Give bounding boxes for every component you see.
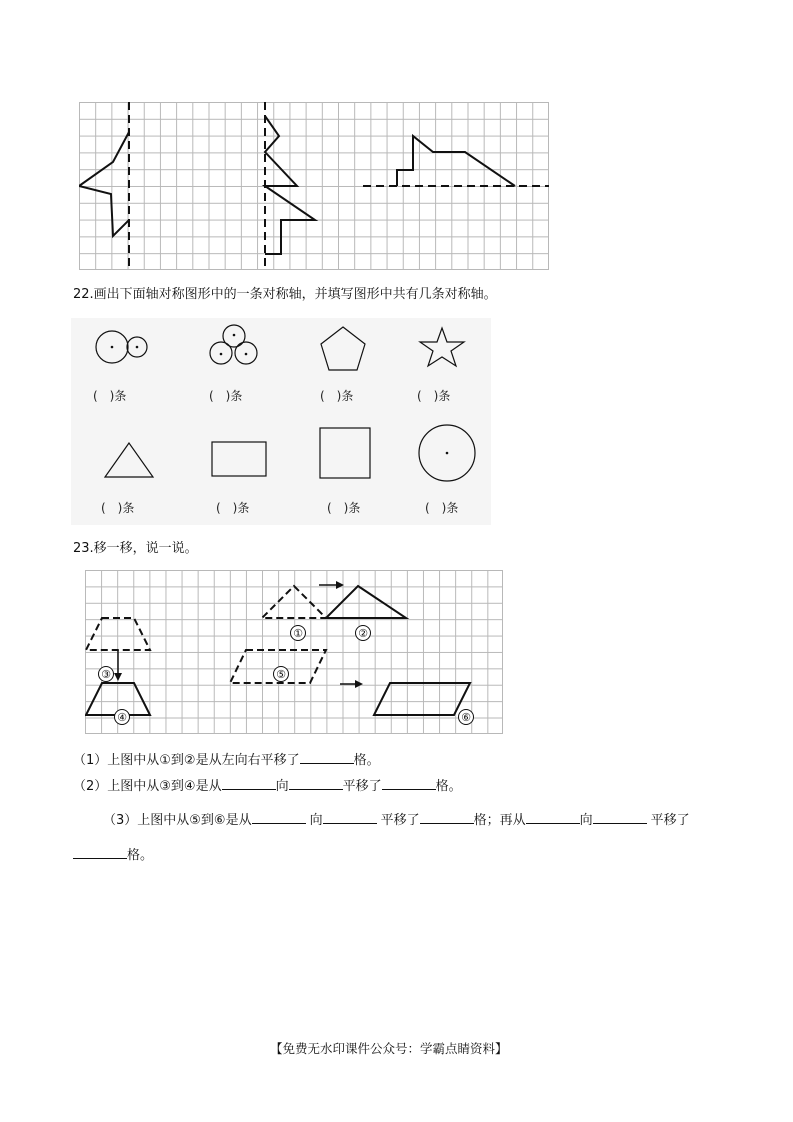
pentagon bbox=[321, 327, 365, 370]
q23-line-3-text: （3）上图中从⑤到⑥是从 bbox=[103, 813, 252, 828]
q23-line-3-dir2: 向 bbox=[579, 813, 593, 828]
q23-line-1 bbox=[73, 751, 380, 769]
blank-8[interactable] bbox=[526, 811, 580, 824]
parallelogram-6 bbox=[374, 683, 470, 715]
blank-10[interactable] bbox=[73, 846, 127, 859]
q23-line-3-dir: 向 bbox=[309, 813, 323, 828]
square bbox=[320, 428, 370, 478]
symmetry-figures bbox=[79, 102, 549, 270]
rectangle bbox=[212, 442, 266, 476]
half-boat-shape bbox=[397, 136, 515, 186]
marker-1: ① bbox=[293, 627, 303, 640]
marker-3: ③ bbox=[101, 668, 111, 681]
q22-answer-5[interactable]: ( )条 bbox=[101, 501, 135, 515]
blank-2[interactable] bbox=[222, 777, 276, 790]
marker-4: ④ bbox=[117, 711, 127, 724]
q23-line-1-text: （1）上图中从①到②是从左向右平移了 bbox=[73, 753, 300, 768]
q22-answer-6[interactable]: ( )条 bbox=[216, 501, 250, 515]
q22-answer-7[interactable]: ( )条 bbox=[327, 501, 361, 515]
q22-shapes bbox=[71, 318, 491, 525]
q23-line-3-again: 格；再从 bbox=[473, 813, 526, 828]
blank-6[interactable] bbox=[323, 811, 377, 824]
blank-5[interactable] bbox=[252, 811, 306, 824]
q23-line-3-move: 平移了 bbox=[380, 813, 420, 828]
q23-line-3 bbox=[103, 811, 690, 829]
q22-answer-1[interactable]: ( )条 bbox=[93, 389, 127, 403]
triangle-1 bbox=[262, 586, 326, 618]
q23-line-4 bbox=[73, 846, 153, 864]
q22-answer-8[interactable]: ( )条 bbox=[425, 501, 459, 515]
star bbox=[420, 328, 464, 366]
q23-line-3-move2: 平移了 bbox=[650, 813, 690, 828]
q23-line-2-move: 平移了 bbox=[342, 779, 382, 794]
marker-6: ⑥ bbox=[461, 711, 471, 724]
blank-9[interactable] bbox=[593, 811, 647, 824]
q23-line-2 bbox=[73, 777, 462, 795]
blank-7[interactable] bbox=[420, 811, 474, 824]
marker-2: ② bbox=[358, 627, 368, 640]
q23-title: 23.移一移，说一说。 bbox=[73, 541, 198, 556]
marker-5: ⑤ bbox=[276, 668, 286, 681]
blank-3[interactable] bbox=[289, 777, 343, 790]
q23-line-3-end: 格。 bbox=[127, 848, 154, 863]
q23-line-1-end: 格。 bbox=[353, 753, 380, 768]
half-star-shape bbox=[79, 132, 129, 236]
trapezoid-3 bbox=[86, 618, 150, 650]
q22-title: 22.画出下面轴对称图形中的一条对称轴，并填写图形中共有几条对称轴。 bbox=[73, 287, 497, 302]
half-tree-shape bbox=[265, 116, 315, 254]
blank-4[interactable] bbox=[382, 777, 436, 790]
blank-1[interactable] bbox=[300, 751, 354, 764]
q22-answer-4[interactable]: ( )条 bbox=[417, 389, 451, 403]
triangle-2 bbox=[326, 586, 406, 618]
footer-notice: 【免费无水印课件公众号：学霸点睛资料】 bbox=[270, 1041, 508, 1056]
q23-line-2-text: （2）上图中从③到④是从 bbox=[73, 779, 222, 794]
q23-line-2-dir: 向 bbox=[275, 779, 289, 794]
q22-answer-3[interactable]: ( )条 bbox=[320, 389, 354, 403]
q22-answer-2[interactable]: ( )条 bbox=[209, 389, 243, 403]
q23-line-2-end: 格。 bbox=[435, 779, 462, 794]
triangle bbox=[105, 443, 153, 477]
translation-figures bbox=[85, 570, 503, 734]
